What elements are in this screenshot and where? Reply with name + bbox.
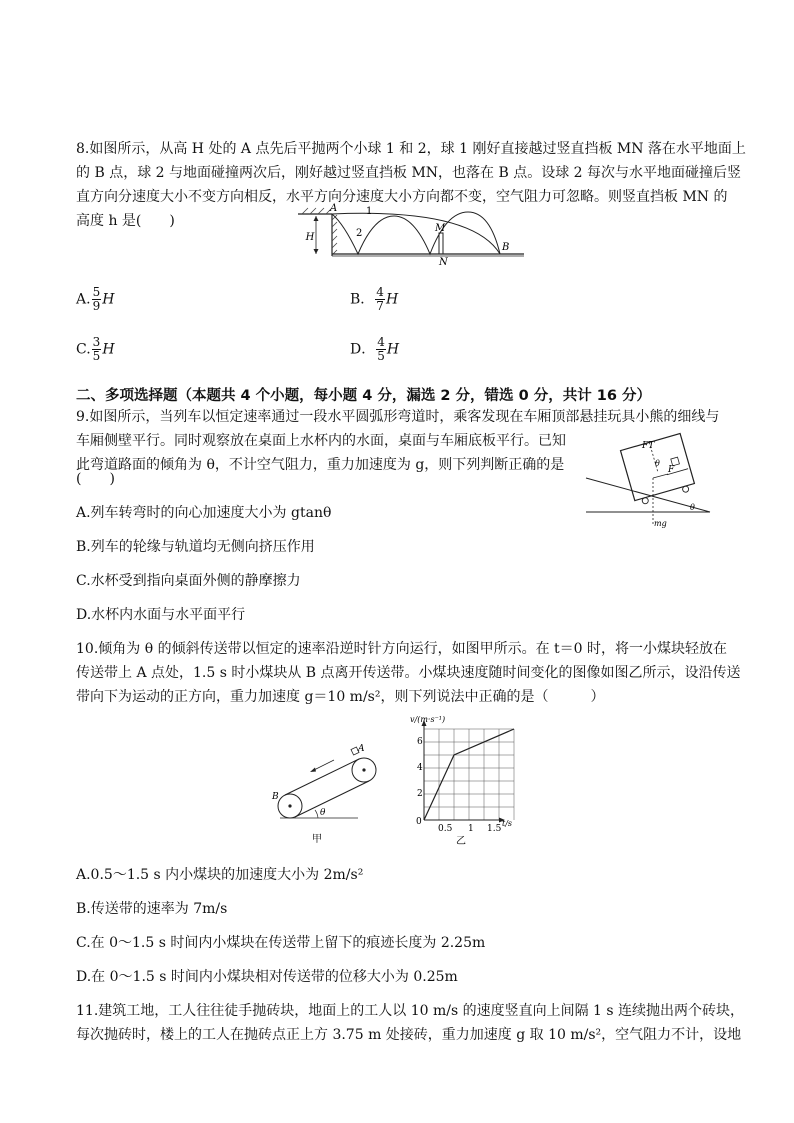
q9-option-a: A.列车转弯时的向心加速度大小为 gtanθ bbox=[76, 505, 332, 521]
q10-line-3: 带向下为运动的正方向，重力加速度 g＝10 m/s²，则下列说法中正确的是（ ） bbox=[76, 689, 605, 705]
q8-line-1: 8.如图所示，从高 H 处的 A 点先后平抛两个小球 1 和 2，球 1 刚好直接越过竖直挡板 MN 落在水平地面上 bbox=[76, 141, 746, 157]
vt-origin-label: 0 bbox=[416, 817, 422, 827]
q9-label-mg: mg bbox=[654, 519, 667, 528]
q8-label-1: 1 bbox=[366, 206, 373, 217]
q8-option-d: D． $\frac{4}{5}$ H bbox=[350, 335, 400, 363]
q10-line-2: 传送带上 A 点处，1.5 s 时小煤块从 B 点离开传送带。小煤块速度随时间变化的图像如图乙所示，设沿传送 bbox=[76, 665, 741, 681]
q9-label-theta: θ bbox=[690, 503, 695, 512]
vt-xtick-0-5: 0.5 bbox=[438, 824, 453, 834]
q10-option-b: B.传送带的速率为 7m/s bbox=[76, 901, 228, 917]
q10-figure-jia bbox=[262, 742, 392, 846]
q10-label-B: B bbox=[272, 792, 279, 802]
q9-label-theta-inner: θ bbox=[655, 459, 660, 468]
q9-line-2: 车厢侧壁平行。同时观察放在桌面上水杯内的水面，桌面与车厢底板平行。已知 bbox=[76, 433, 566, 449]
vt-ylabel: v/(m·s⁻¹) bbox=[410, 716, 446, 724]
q9-line-4: ( ) bbox=[76, 471, 115, 487]
q8-option-b: B． $\frac{4}{7}$ H bbox=[350, 285, 399, 313]
q8-label-M: M bbox=[435, 223, 446, 234]
q9-line-3: 此弯道路面的倾角为 θ，不计空气阻力，重力加速度为 g，则下列判断正确的是 bbox=[76, 457, 565, 473]
q8-label-A: A bbox=[330, 203, 338, 214]
q9-label-FT: FT bbox=[642, 441, 655, 451]
q9-option-d: D.水杯内水面与水平面平行 bbox=[76, 607, 246, 623]
vt-ytick-2: 2 bbox=[417, 789, 423, 799]
q8-label-H: H bbox=[305, 232, 315, 243]
vt-ytick-4: 4 bbox=[417, 763, 423, 773]
q10-caption-yi: 乙 bbox=[456, 836, 466, 846]
q10-caption-jia: 甲 bbox=[312, 834, 322, 845]
q10-figure-yi-vt-graph bbox=[406, 716, 516, 846]
q10-option-a: A.0.5～1.5 s 内小煤块的加速度大小为 2m/s² bbox=[76, 867, 364, 883]
q9-line-1: 9.如图所示，当列车以恒定速率通过一段水平圆弧形弯道时，乘客发现在车厢顶部悬挂玩具小熊的细线与 bbox=[76, 409, 720, 425]
q8-label-N: N bbox=[439, 257, 448, 266]
q10-option-d: D.在 0～1.5 s 时间内小煤块相对传送带的位移大小为 0.25m bbox=[76, 969, 458, 985]
q8-line-2: 的 B 点，球 2 与地面碰撞两次后，刚好越过竖直挡板 MN，也落在 B 点。设球 2 每次与水平地面碰撞后竖 bbox=[76, 165, 742, 181]
vt-ytick-6: 6 bbox=[417, 737, 423, 747]
q8-line-4: 高度 h 是( ) bbox=[76, 213, 175, 229]
q8-option-c: C. $\frac{3}{5}$ H bbox=[76, 335, 115, 363]
q11-line-2: 每次抛砖时，楼上的工人在抛砖点正上方 3.75 m 处接砖，重力加速度 g 取 10 m/s²，空气阻力不计，设地 bbox=[76, 1027, 742, 1043]
q10-line-1: 10.倾角为 θ 的倾斜传送带以恒定的速率沿逆时针方向运行，如图甲所示。在 t＝0 时，将一小煤块轻放在 bbox=[76, 641, 728, 657]
q8-label-2: 2 bbox=[356, 228, 363, 239]
q9-option-c: C.水杯受到指向桌面外侧的静摩擦力 bbox=[76, 573, 301, 589]
vt-grid bbox=[424, 729, 514, 820]
q9-figure bbox=[582, 432, 714, 528]
section-2-title: 二、多项选择题（本题共 4 个小题，每小题 4 分，漏选 2 分，错选 0 分，共计 16 分） bbox=[76, 388, 652, 404]
q8-line-3: 直方向分速度大小不变方向相反，水平方向分速度大小方向都不变，空气阻力可忽略。则竖直挡板 MN 的 bbox=[76, 189, 728, 205]
q9-label-F: F bbox=[668, 465, 675, 475]
q9-option-b: B.列车的轮缘与轨道均无侧向挤压作用 bbox=[76, 539, 315, 555]
q8-option-a: A. $\frac{5}{9}$ H bbox=[76, 285, 115, 313]
q11-line-1: 11.建筑工地，工人往往徒手抛砖块，地面上的工人以 10 m/s 的速度竖直向上间隔 1 s 连续抛出两个砖块， bbox=[76, 1003, 745, 1019]
vt-xlabel: t/s bbox=[502, 819, 513, 828]
q10-label-theta: θ bbox=[320, 808, 326, 818]
q10-option-c: C.在 0～1.5 s 时间内小煤块在传送带上留下的痕迹长度为 2.25m bbox=[76, 935, 486, 951]
q10-label-A: A bbox=[358, 744, 365, 754]
q8-label-B: B bbox=[502, 242, 510, 253]
q8-figure bbox=[292, 200, 532, 266]
vt-xtick-1: 1 bbox=[468, 824, 474, 834]
vt-xtick-1-5: 1.5 bbox=[487, 824, 502, 834]
